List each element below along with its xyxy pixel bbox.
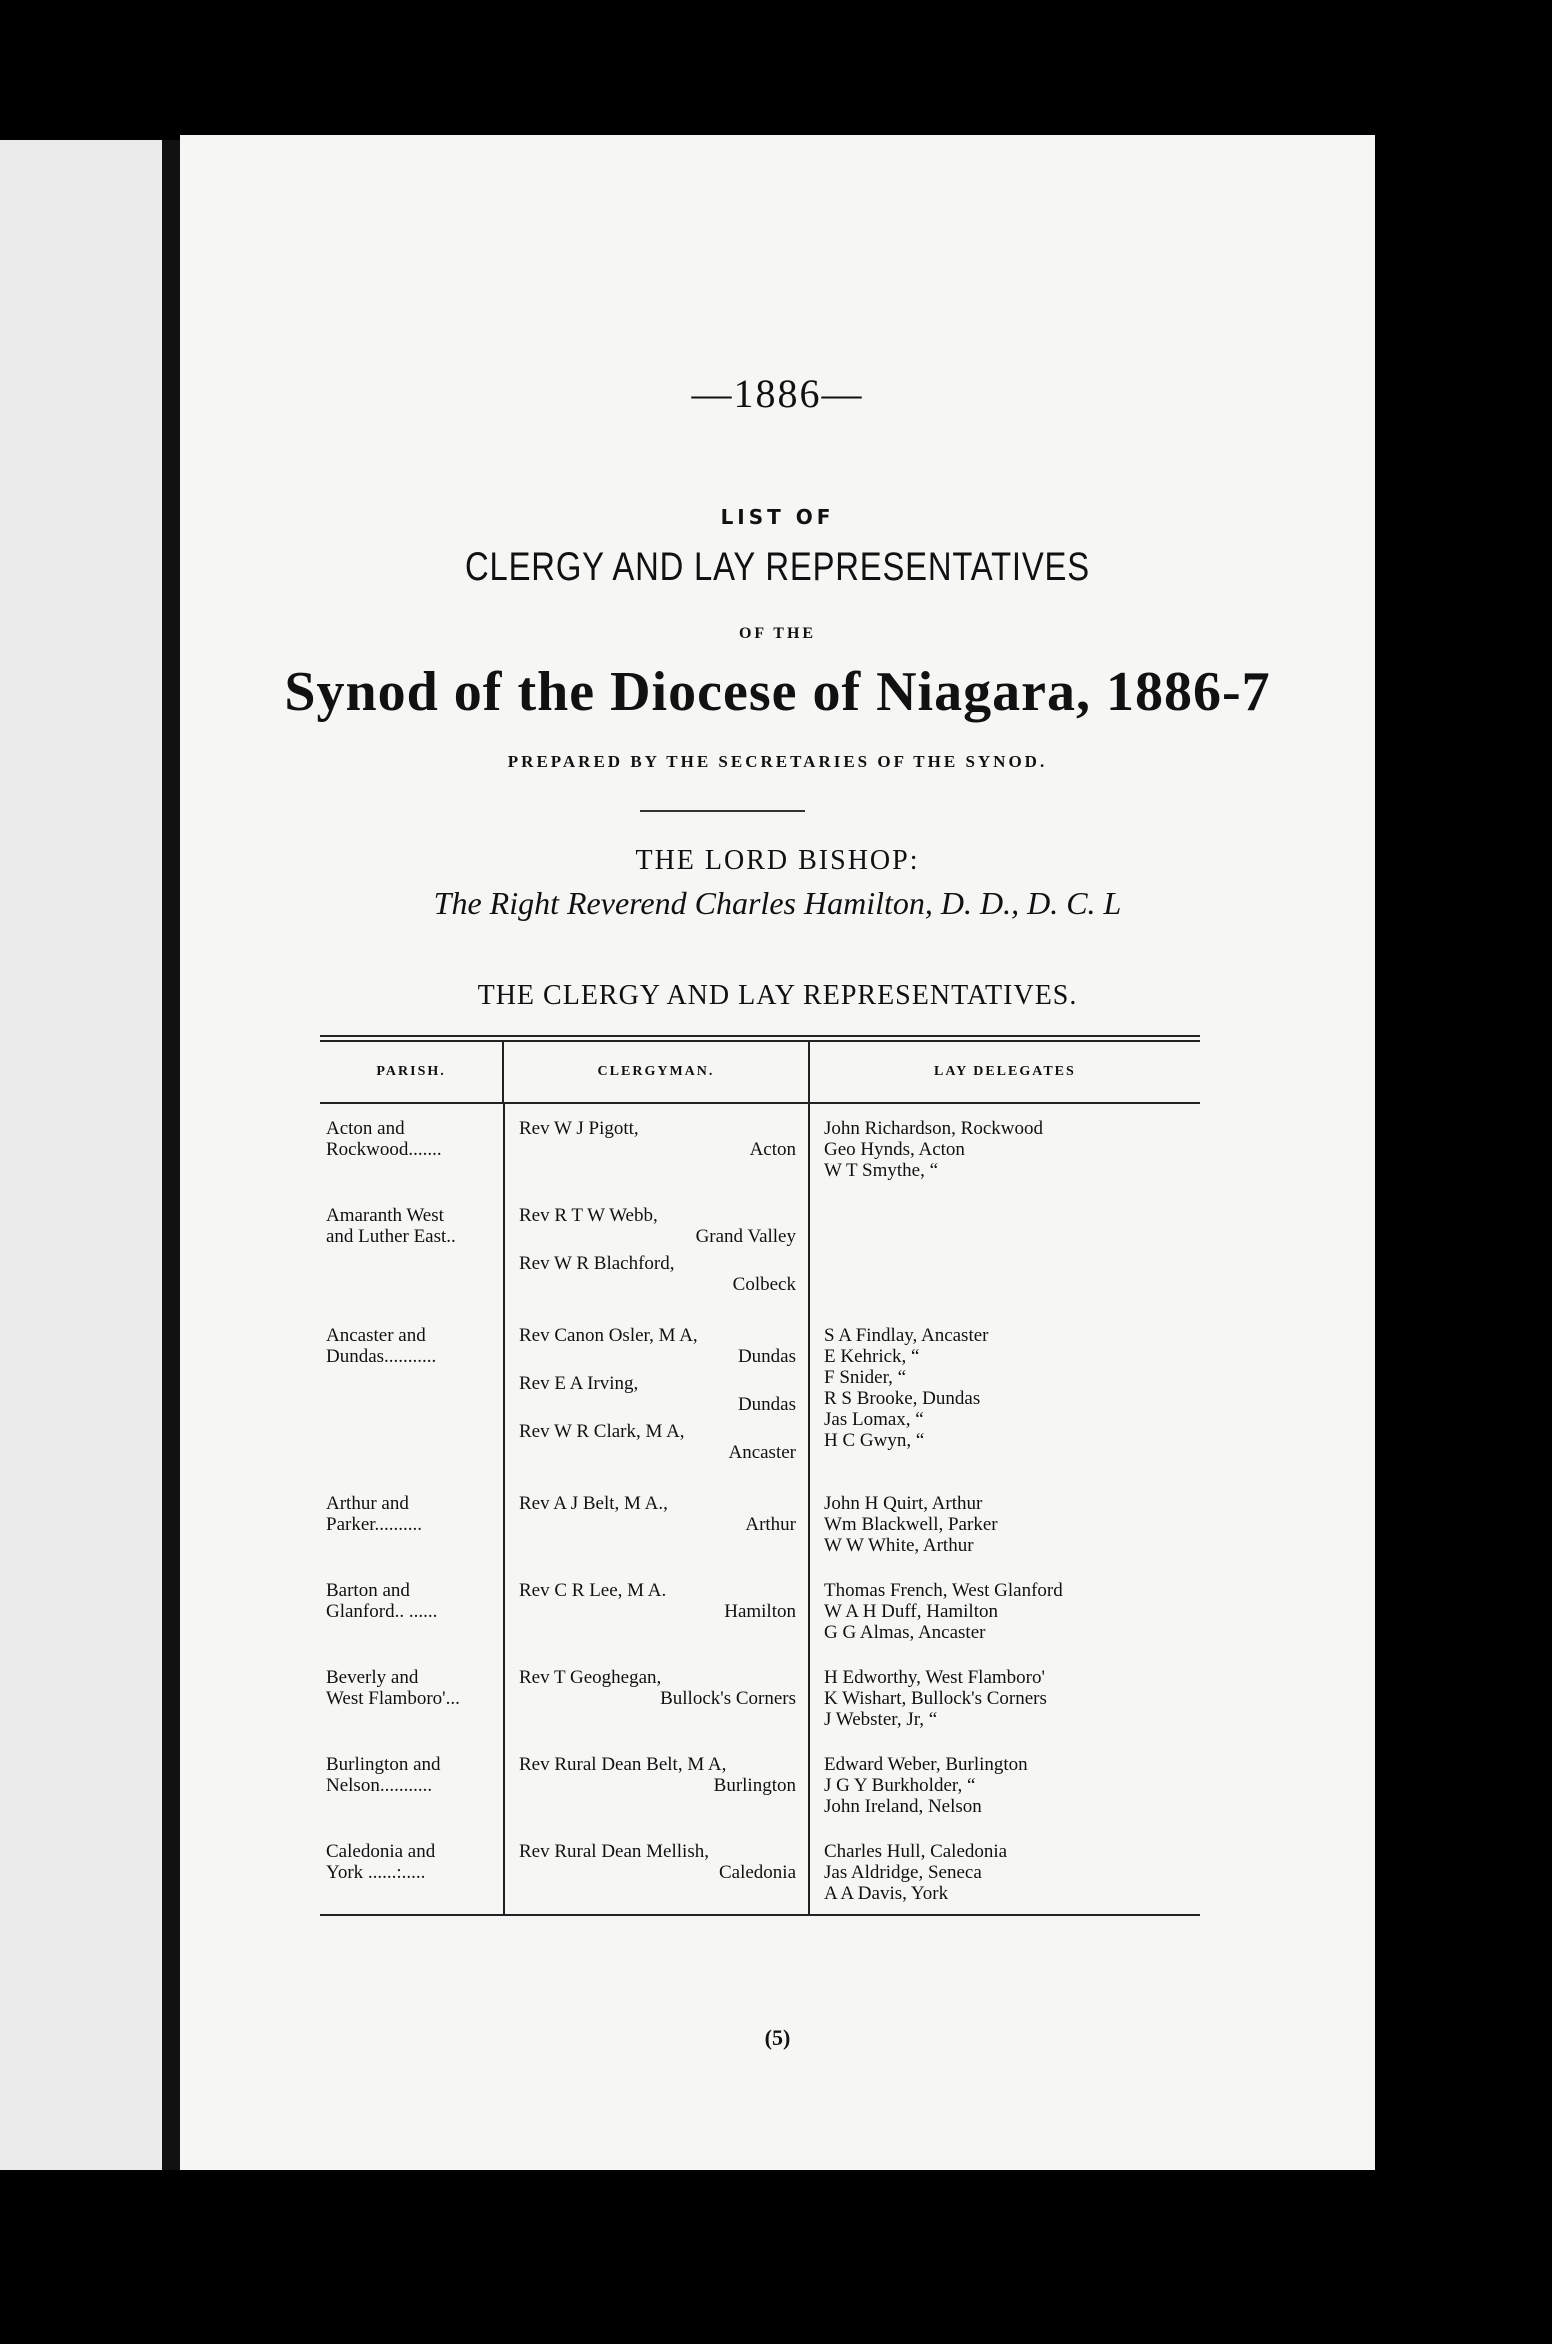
lay-delegates-cell — [808, 1566, 1200, 1653]
parish-line: Acton and — [326, 1118, 405, 1139]
table-top-rule — [320, 1035, 1200, 1042]
clergy-cell — [503, 1479, 808, 1566]
clergy-entry — [519, 1580, 802, 1622]
main-heading: CLERGY AND LAY REPRESENTATIVES — [465, 545, 1090, 589]
parish-cell — [320, 1566, 503, 1653]
clergy-entry — [519, 1373, 802, 1415]
clergy-entry — [519, 1118, 802, 1160]
lay-delegate: Jas Aldridge, Seneca — [824, 1862, 982, 1883]
lay-delegate: H C Gwyn, “ — [824, 1430, 925, 1451]
lay-delegate: J G Y Burkholder, “ — [824, 1775, 976, 1796]
parish-line: Dundas........... — [326, 1346, 437, 1367]
parish-line: Nelson........... — [326, 1775, 433, 1796]
parish-line: Ancaster and — [326, 1325, 426, 1346]
lay-delegates-cell — [808, 1104, 1200, 1191]
parish-line: Beverly and — [326, 1667, 419, 1688]
clergy-place: Grand Valley — [695, 1226, 796, 1247]
lay-delegate: A A Davis, York — [824, 1883, 949, 1904]
parish-cell — [320, 1191, 503, 1311]
table-row — [320, 1740, 1200, 1827]
table-row — [320, 1566, 1200, 1653]
lay-delegate: John Ireland, Nelson — [824, 1796, 982, 1817]
parish-cell — [320, 1104, 503, 1191]
parish-line: Rockwood....... — [326, 1139, 442, 1160]
clergy-name: Rev R T W Webb, — [519, 1205, 658, 1226]
clergy-name: Rev W R Blachford, — [519, 1253, 675, 1274]
lay-delegates-cell — [808, 1827, 1200, 1914]
page-number: (5) — [764, 2025, 791, 2050]
header-clergyman: CLERGYMAN. — [502, 1042, 808, 1102]
clergy-place: Ancaster — [728, 1442, 796, 1463]
clergy-name: Rev Canon Osler, M A, — [519, 1325, 698, 1346]
lay-delegates-cell — [808, 1479, 1200, 1566]
lord-bishop-heading: THE LORD BISHOP: — [635, 845, 920, 876]
table-row — [320, 1827, 1200, 1914]
clergy-place: Dundas — [737, 1394, 796, 1415]
parish-cell — [320, 1311, 503, 1479]
clergy-cell — [503, 1191, 808, 1311]
lay-delegate: Geo Hynds, Acton — [824, 1139, 965, 1160]
parish-line: Burlington and — [326, 1754, 441, 1775]
lay-delegate: W T Smythe, “ — [824, 1160, 938, 1181]
parish-line: York ......:..... — [326, 1862, 426, 1883]
table-body — [320, 1104, 1200, 1914]
clergy-entry — [519, 1421, 802, 1463]
lay-delegate: S A Findlay, Ancaster — [824, 1325, 989, 1346]
lay-delegates-cell — [808, 1191, 1200, 1311]
clergy-place: Bullock's Corners — [660, 1688, 796, 1709]
clergy-entry — [519, 1205, 802, 1247]
parish-line: Caledonia and — [326, 1841, 436, 1862]
clergy-entry — [519, 1493, 802, 1535]
table-bottom-rule — [320, 1914, 1200, 1916]
clergy-name: Rev A J Belt, M A., — [519, 1493, 668, 1514]
header-parish: PARISH. — [376, 1064, 446, 1079]
divider-rule — [640, 810, 805, 812]
lay-delegates-cell — [808, 1740, 1200, 1827]
clergy-place: Burlington — [713, 1775, 796, 1796]
list-of-label: LIST OF — [720, 505, 835, 529]
lay-delegate: R S Brooke, Dundas — [824, 1388, 981, 1409]
clergy-entry — [519, 1253, 802, 1295]
clergy-cell — [503, 1827, 808, 1914]
bishop-name: The Right Reverend Charles Hamilton, D. D., D. C. L — [433, 885, 1122, 921]
parish-line: West Flamboro'... — [326, 1688, 460, 1709]
table-row — [320, 1653, 1200, 1740]
parish-cell — [320, 1653, 503, 1740]
clergy-cell — [503, 1566, 808, 1653]
table-header-row — [320, 1042, 1200, 1102]
clergy-entry — [519, 1754, 802, 1796]
parish-line: Barton and — [326, 1580, 410, 1601]
parish-line: Glanford.. ...... — [326, 1601, 438, 1622]
lay-delegate: G G Almas, Ancaster — [824, 1622, 986, 1643]
clergy-place: Arthur — [745, 1514, 796, 1535]
clergy-cell — [503, 1104, 808, 1191]
parish-line: and Luther East.. — [326, 1226, 456, 1247]
clergy-section-heading: THE CLERGY AND LAY REPRESENTATIVES. — [477, 980, 1078, 1011]
lay-delegate: John H Quirt, Arthur — [824, 1493, 983, 1514]
table-row — [320, 1191, 1200, 1311]
lay-delegate: H Edworthy, West Flamboro' — [824, 1667, 1045, 1688]
clergy-name: Rev W J Pigott, — [519, 1118, 639, 1139]
clergy-entry — [519, 1325, 802, 1367]
binding-gutter — [162, 140, 180, 2170]
clergy-place: Hamilton — [724, 1601, 796, 1622]
clergy-name: Rev Rural Dean Mellish, — [519, 1841, 709, 1862]
parish-line: Parker.......... — [326, 1514, 423, 1535]
clergy-entry — [519, 1667, 802, 1709]
of-the-label: OF THE — [738, 625, 817, 642]
representatives-table — [320, 1035, 1200, 1916]
clergy-entry — [519, 1841, 802, 1883]
clergy-cell — [503, 1740, 808, 1827]
lay-delegate: Charles Hull, Caledonia — [824, 1841, 1008, 1862]
lay-delegate: Edward Weber, Burlington — [824, 1754, 1028, 1775]
lay-delegate: Jas Lomax, “ — [824, 1409, 924, 1430]
lay-delegate: Wm Blackwell, Parker — [824, 1514, 998, 1535]
clergy-cell — [503, 1311, 808, 1479]
clergy-place: Caledonia — [718, 1862, 796, 1883]
parish-cell — [320, 1827, 503, 1914]
clergy-name: Rev Rural Dean Belt, M A, — [519, 1754, 727, 1775]
year-heading: —1886— — [691, 371, 864, 416]
clergy-place: Acton — [749, 1139, 796, 1160]
document-page — [180, 135, 1375, 2170]
lay-delegate: K Wishart, Bullock's Corners — [824, 1688, 1047, 1709]
lay-delegate: J Webster, Jr, “ — [824, 1709, 938, 1730]
clergy-name: Rev W R Clark, M A, — [519, 1421, 685, 1442]
table-row — [320, 1104, 1200, 1191]
synod-title: Synod of the Diocese of Niagara, 1886-7 — [284, 661, 1271, 723]
table-row — [320, 1311, 1200, 1479]
lay-delegate: W W White, Arthur — [824, 1535, 974, 1556]
lay-delegates-cell — [808, 1311, 1200, 1479]
lay-delegate: E Kehrick, “ — [824, 1346, 920, 1367]
clergy-name: Rev C R Lee, M A. — [519, 1580, 667, 1601]
parish-line: Amaranth West — [326, 1205, 444, 1226]
lay-delegate: John Richardson, Rockwood — [824, 1118, 1044, 1139]
lay-delegate: Thomas French, West Glanford — [824, 1580, 1063, 1601]
parish-cell — [320, 1740, 503, 1827]
table-row — [320, 1479, 1200, 1566]
clergy-cell — [503, 1653, 808, 1740]
parish-line: Arthur and — [326, 1493, 409, 1514]
clergy-place: Colbeck — [732, 1274, 796, 1295]
adjacent-page-strip — [0, 140, 162, 2170]
clergy-place: Dundas — [737, 1346, 796, 1367]
lay-delegate: F Snider, “ — [824, 1367, 907, 1388]
lay-delegate: W A H Duff, Hamilton — [824, 1601, 998, 1622]
parish-cell — [320, 1479, 503, 1566]
lay-delegates-cell — [808, 1653, 1200, 1740]
clergy-name: Rev E A Irving, — [519, 1373, 639, 1394]
prepared-by-line: PREPARED BY THE SECRETARIES OF THE SYNOD. — [507, 752, 1048, 771]
header-lay-delegates: LAY DELEGATES — [808, 1042, 1200, 1102]
clergy-name: Rev T Geoghegan, — [519, 1667, 662, 1688]
